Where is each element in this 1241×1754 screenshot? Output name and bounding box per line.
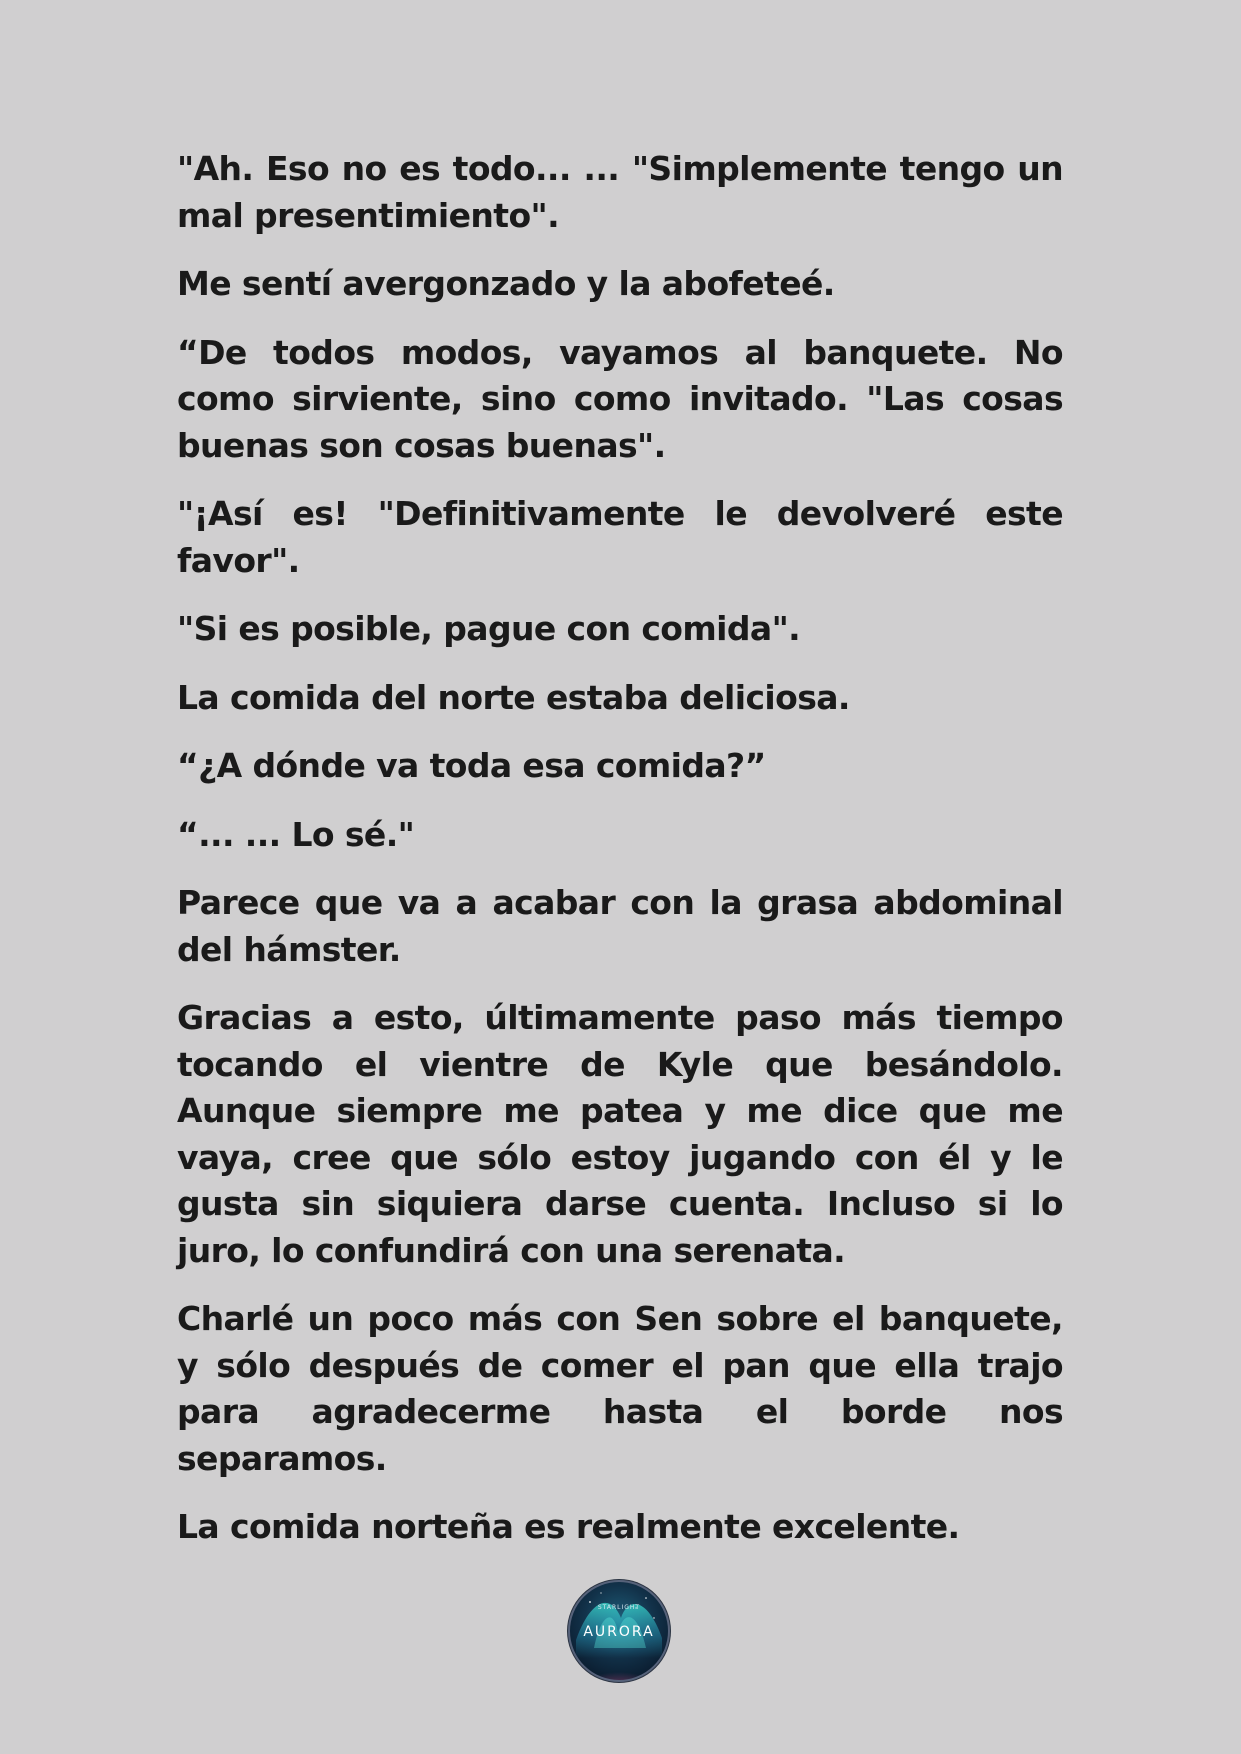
starlight-aurora-logo <box>566 1578 672 1684</box>
paragraph: "Ah. Eso no es todo... ... "Simplemente tengo un mal presentimiento". <box>177 149 1063 235</box>
paragraph: “¿A dónde va toda esa comida?” <box>177 746 766 785</box>
paragraph: “... ... Lo sé." <box>177 814 415 854</box>
paragraph: Charlé un poco más con Sen sobre el banquete, y sólo después de comer el pan que ella trajo para agradecerme hasta el borde nos separamos. <box>177 1299 1063 1478</box>
paragraph: La comida norteña es realmente excelente. <box>177 1507 960 1546</box>
paragraph: "Si es posible, pague con comida". <box>177 609 801 648</box>
logo-main-text: AURORA <box>583 1624 655 1640</box>
paragraph: Gracias a esto, últimamente paso más tiempo tocando el vientre de Kyle que besándolo. Aunque siempre me patea y me dice que me vaya, cree que sólo estoy jugando con él y le gusta sin siquiera darse cuenta. Incluso si lo juro, lo confundirá con una serenata. <box>177 998 1063 1270</box>
paragraph: La comida del norte estaba deliciosa. <box>177 677 850 717</box>
paragraph: "¡Así es! "Definitivamente le devolveré este favor". <box>177 494 1063 580</box>
logo-top-text: STARLIGHT <box>597 1604 641 1611</box>
paragraph: “De todos modos, vayamos al banquete. No como sirviente, sino como invitado. "Las cosas buenas son cosas buenas". <box>177 332 1063 465</box>
paragraph: Parece que va a acabar con la grasa abdominal del hámster. <box>177 883 1063 969</box>
paragraph: Me sentí avergonzado y la abofeteé. <box>177 264 835 303</box>
document-body <box>177 146 1063 1573</box>
